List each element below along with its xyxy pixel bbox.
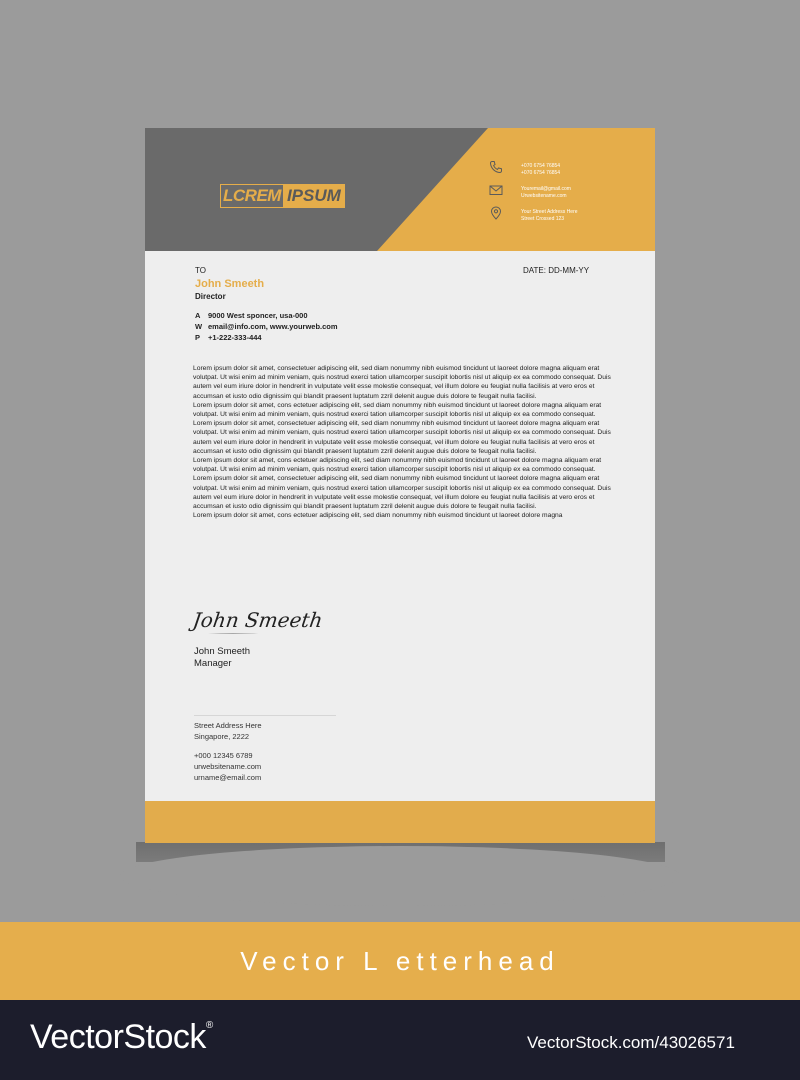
footer-website: urwebsitename.com: [194, 762, 262, 771]
body-paragraph: Lorem ipsum dolor sit amet, consectetuer adipiscing elit, sed diam nonummy nibh euismod tincidunt ut laoreet dolore magna aliquam erat volutpat. Ut wisi enim ad minim veniam, quis nostrud exerci tation ullamcorper suscipit lobortis nisl ut aliquip ex ea commodo consequat. Duis autem vel eum iriure dolor in hendrerit in vulputate velit esse molestie consequat, vel illum dolore eu feugiat nulla facilisis at vero eros et accumsan et iusto odio dignissim qui blandit praesent luptatum zzril delenit augue duis dolore te feugait nulla facilisi.: [193, 475, 611, 511]
page-bottom-band: [145, 801, 655, 843]
header-mail-line2: Urwebsitename.com: [521, 193, 567, 199]
letter-body: [193, 364, 613, 520]
date-label: DATE: DD-MM-YY: [523, 266, 590, 275]
footer-street: Street Address Here: [194, 721, 262, 730]
handwritten-signature: John Smeeth: [191, 608, 325, 632]
phone-icon: [489, 160, 503, 174]
title-banner: [0, 922, 800, 1000]
address-value: +1-222-333-444: [208, 333, 262, 342]
address-row: [195, 311, 338, 322]
footer-phone: +000 12345 6789: [194, 751, 253, 760]
address-row: [195, 322, 338, 333]
address-value: 9000 West sponcer, usa-000: [208, 311, 308, 320]
body-paragraph: Lorem ipsum dolor sit amet, consectetuer adipiscing elit, sed diam nonummy nibh euismod tincidunt ut laoreet dolore magna aliquam erat volutpat. Ut wisi enim ad minim veniam, quis nostrud exerci tation ullamcorper suscipit lobortis nisl ut aliquip ex ea commodo consequat. Duis autem vel eum iriure dolor in hendrerit in vulputate velit esse molestie consequat, vel illum dolore eu feugiat nulla facilisis at vero eros et accumsan et iusto odio dignissim qui blandit praesent luptatum zzril delenit augue duis dolore te feugait nulla facilisi.: [193, 420, 611, 455]
header-phone-line2: +070 6754 76854: [521, 170, 561, 176]
stock-brand-text: VectorStock: [30, 1018, 206, 1056]
banner-title: Vector L etterhead: [240, 946, 560, 976]
logo-right-text: IPSUM: [283, 184, 345, 208]
signer-role: Manager: [194, 658, 232, 669]
body-paragraph: Lorem ipsum dolor sit amet, cons ectetuer adipiscing elit, sed diam nonummy nibh euismod tincidunt ut laoreet dolore magna: [193, 512, 563, 520]
footer-divider: [194, 715, 336, 716]
to-label: TO: [195, 266, 206, 275]
footer-city: Singapore, 2222: [194, 732, 250, 741]
stock-brand: [30, 1018, 213, 1057]
location-pin-icon: [489, 206, 503, 220]
body-paragraph: Lorem ipsum dolor sit amet, consectetuer adipiscing elit, sed diam nonummy nibh euismod tincidunt ut laoreet dolore magna aliquam erat volutpat. Ut wisi enim ad minim veniam, quis nostrud exerci tation ullamcorper suscipit lobortis nisl ut aliquip ex ea commodo consequat. Duis autem vel eum iriure dolor in hendrerit in vulputate velit esse molestie consequat, vel illum dolore eu feugiat nulla facilisis at vero eros et accumsan et iusto odio dignissim qui blandit praesent luptatum zzril delenit augue duis dolore te feugait nulla facilisi.: [193, 365, 611, 400]
header-phone-line1: +070 6754 76854: [521, 163, 561, 169]
address-row: [195, 333, 338, 344]
recipient-title: Director: [195, 292, 226, 301]
recipient-name: John Smeeth: [195, 278, 265, 290]
address-key: W: [195, 322, 203, 331]
header-mail-line1: Youremail@gmail.com: [521, 186, 571, 192]
recipient-address: [195, 311, 338, 344]
body-paragraph: Lorem ipsum dolor sit amet, cons ectetuer adipiscing elit, sed diam nonummy nibh euismod tincidunt ut laoreet dolore magna aliquam erat volutpat. Ut wisi enim ad minim veniam, quis nostrud exerci tation ullamcorper suscipit lobortis nisl ut aliquip ex ea commodo consequat.: [193, 457, 602, 474]
company-logo: [220, 183, 345, 209]
footer-contact: [194, 720, 262, 783]
header-address-line1: Your Street Address Here: [521, 209, 578, 215]
page-shadow-curve: [120, 846, 680, 906]
address-value: email@info.com, www.yourweb.com: [208, 322, 338, 331]
trademark-mark: ®: [205, 1020, 213, 1031]
signer-name: John Smeeth: [194, 646, 250, 657]
mail-icon: [489, 183, 503, 197]
stock-footer: [0, 1000, 800, 1080]
header-address-line2: Street Crossed 123: [521, 216, 565, 222]
signature-flourish: [193, 633, 303, 634]
body-paragraph: Lorem ipsum dolor sit amet, cons ectetuer adipiscing elit, sed diam nonummy nibh euismod tincidunt ut laoreet dolore magna aliquam erat volutpat. Ut wisi enim ad minim veniam, quis nostrud exerci tation ullamcorper suscipit lobortis nisl ut aliquip ex ea commodo consequat.: [193, 401, 602, 419]
address-key: A: [195, 311, 201, 320]
stock-image-id: VectorStock.com/43026571: [527, 1033, 735, 1052]
footer-email: urname@email.com: [194, 773, 262, 782]
logo-left-text: LCREM: [220, 184, 283, 208]
letterhead-header: [145, 128, 655, 251]
address-key: P: [195, 333, 201, 342]
letterhead-page: [145, 128, 655, 843]
